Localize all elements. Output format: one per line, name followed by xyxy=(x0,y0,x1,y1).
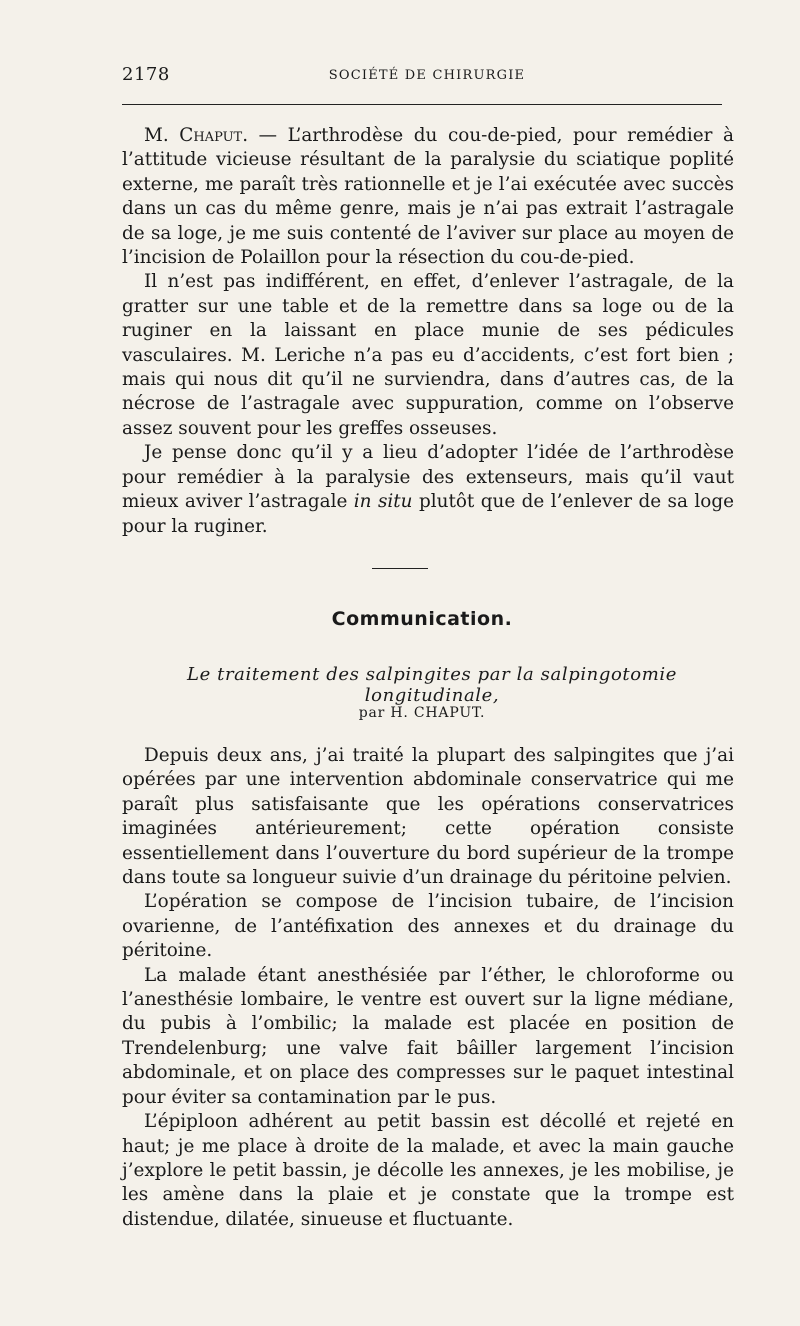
paragraph-text: Je pense donc qu’il y a lieu d’adopter l’idée de l’arthrodèse pour remédier à la paralysie des extenseurs, mais qu’il vaut mieux aviver l’astragale xyxy=(122,442,734,513)
running-head: SOCIÉTÉ DE CHIRURGIE xyxy=(328,68,526,83)
italic-phrase: in situ xyxy=(353,491,413,513)
discussion-text xyxy=(122,124,734,539)
paragraph xyxy=(122,441,734,539)
paragraph: Il n’est pas indifférent, en effet, d’enlever l’astragale, de la gratter sur une table et de la remettre dans sa loge ou de la ruginer en la laissant en place munie de ses pédicules vasculaires. M. Leriche n’a pas eu d’accidents, c’est fort bien ; mais qui nous dit qu’il ne surviendra, dans d’autres cas, de la nécrose de l’astragale avec suppuration, comme on l’observe assez souvent pour les greffes osseuses. xyxy=(122,271,734,439)
byline: par H. CHAPUT. xyxy=(358,705,486,721)
article-title: Le traitement des salpingites par la salpingotomie longitudinale, xyxy=(187,664,677,706)
paragraph xyxy=(122,124,734,270)
paragraph: L’épiploon adhérent au petit bassin est décollé et rejeté en haut; je me place à droite de la malade, et avec la main gauche j’explore le petit bassin, je décolle les annexes, je les mobilise, je les amène dans la plaie et je constate que la trompe est distendue, dilatée, sinueuse et fluctuante. xyxy=(122,1111,734,1230)
section-divider xyxy=(372,568,428,569)
paragraph-text: — L’arthrodèse du cou-de-pied, pour remédier à l’attitude vicieuse résultant de la paralysie du sciatique poplité externe, me paraît très rationnelle et je l’ai exécutée avec succès dans un cas du même genre, mais je n’ai pas extrait l’astragale de sa loge, je me suis contenté de l’aviver sur place au moyen de l’incision de Polaillon pour la résection du cou-de-pied. xyxy=(122,125,735,269)
section-title: Communication. xyxy=(331,608,513,630)
speaker-name: M. Chaput. xyxy=(144,125,249,146)
page-number: 2178 xyxy=(122,64,170,85)
communication-text xyxy=(122,744,734,1232)
page-header xyxy=(122,64,722,88)
paragraph: Depuis deux ans, j’ai traité la plupart des salpingites que j’ai opérées par une intervention abdominale conservatrice qui me paraît plus satisfaisante que les opérations conservatrices imaginées antérieurement; cette opération consiste essentiellement dans l’ouverture du bord supérieur de la trompe dans toute sa longueur suivie d’un drainage du péritoine pelvien. xyxy=(122,745,734,889)
paragraph: L’opération se compose de l’incision tubaire, de l’incision ovarienne, de l’antéfixation des annexes et du drainage du péritoine. xyxy=(122,891,734,962)
paragraph-text: plutôt que de l’enlever de sa loge pour la ruginer. xyxy=(122,491,734,537)
paragraph: La malade étant anesthésiée par l’éther, le chloroforme ou l’anesthésie lombaire, le ventre est ouvert sur la ligne médiane, du pubis à l’ombilic; la malade est placée en position de Trendelenburg; une valve fait bâiller largement l’incision abdominale, et on place des compresses sur le paquet intestinal pour éviter sa contamination par le pus. xyxy=(122,964,734,1108)
header-rule xyxy=(122,104,722,105)
